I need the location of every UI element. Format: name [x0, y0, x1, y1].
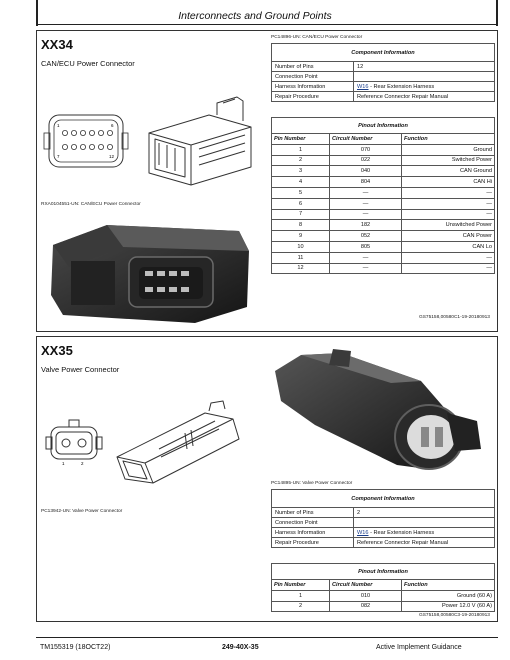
- pinout-row: 10 805 CAN Lo: [272, 241, 495, 252]
- component-info-table: [271, 489, 495, 548]
- connector-section-xx35: [36, 336, 498, 622]
- drawing-caption: PC13942-UN: Valve Power Connector: [41, 509, 123, 514]
- pinout-row: 1 070 Ground: [272, 144, 495, 155]
- pin-label-1: 1: [62, 461, 65, 466]
- info-row: Repair Procedure Reference Connector Repair Manual: [272, 92, 495, 102]
- ref-code: GS75158,00580C1-19-20180913: [419, 315, 490, 320]
- connector-isometric-drawing: [109, 399, 245, 495]
- pinout-table: Pinout Information Pin Number Circuit Number Function 1 010 Ground (60 A) 2 082 Power 12.0 V (60 A): [271, 563, 495, 612]
- pin-label-1: 1: [57, 123, 60, 128]
- pin-label-7: 7: [57, 154, 60, 159]
- connector-photo: [271, 341, 497, 477]
- ref-code: GS75158,00580C3-19-20180913: [419, 613, 490, 618]
- info-row: Repair Procedure Reference Connector Repair Manual: [272, 538, 495, 548]
- component-info-title: Component Information: [272, 44, 495, 62]
- connector-isometric-drawing: [139, 93, 261, 193]
- connector-face-drawing: [45, 417, 103, 469]
- pinout-row: 5 — —: [272, 187, 495, 198]
- drawing-caption: RXA0104551-UN: CAN/ECU Power Connector: [41, 202, 141, 207]
- info-row: Harness Information W16 - Rear Extension Harness: [272, 528, 495, 538]
- pinout-row: 3 040 CAN Ground: [272, 166, 495, 177]
- component-caption: PC14895-UN: Valve Power Connector: [271, 481, 353, 486]
- pinout-title: Pinout Information: [272, 118, 495, 134]
- pinout-row: 6 — —: [272, 198, 495, 209]
- harness-link-w16[interactable]: W16: [357, 529, 369, 536]
- pinout-row: 8 182 Unswitched Power: [272, 220, 495, 231]
- pinout-row: 7 — —: [272, 209, 495, 220]
- pinout-row: 11 — —: [272, 252, 495, 263]
- component-info-title: Component Information: [272, 490, 495, 508]
- pin-label-6: 6: [111, 123, 114, 128]
- pinout-row: 1 010 Ground (60 A): [272, 590, 495, 601]
- connector-id: XX35: [41, 343, 73, 358]
- page-title: Interconnects and Ground Points: [178, 10, 332, 22]
- component-caption: PC14896-UN: CAN/ECU Power Connector: [271, 35, 363, 40]
- page-number: 249-40X-35: [222, 644, 259, 651]
- pinout-row: 12 — —: [272, 263, 495, 274]
- pinout-row: 4 804 CAN Hi: [272, 177, 495, 188]
- connector-face-drawing: [43, 109, 129, 173]
- pinout-table: Pinout Information Pin Number Circuit Number Function 1 070 Ground 2 022 Switched Power 3 040 CAN Ground 4 804 CAN Hi 5 — — 6 — — 7 — — 8 182 Unswitched Power 9 052 CAN Power 10 805 CAN Lo 11 — — 12 — —: [271, 117, 495, 274]
- info-row: Connection Point: [272, 518, 495, 528]
- connector-name: CAN/ECU Power Connector: [41, 59, 135, 68]
- info-row: Connection Point: [272, 72, 495, 82]
- footer-rule: [36, 637, 498, 638]
- pinout-row: 2 022 Switched Power: [272, 155, 495, 166]
- connector-id: XX34: [41, 37, 73, 52]
- pin-label-2: 2: [81, 461, 84, 466]
- connector-name: Valve Power Connector: [41, 365, 120, 374]
- info-row: Number of Pins 12: [272, 62, 495, 72]
- guide-title: Active Implement Guidance: [376, 644, 462, 651]
- harness-link-w16[interactable]: W16: [357, 83, 369, 90]
- connector-photo: [43, 211, 255, 329]
- pinout-row: 9 052 CAN Power: [272, 231, 495, 242]
- title-rule: [36, 24, 498, 25]
- pinout-row: 2 082 Power 12.0 V (60 A): [272, 601, 495, 612]
- pinout-title: Pinout Information: [272, 564, 495, 580]
- pin-label-12: 12: [109, 154, 115, 159]
- connector-section-xx34: [36, 30, 498, 332]
- doc-id: TM155319 (18OCT22): [40, 644, 111, 651]
- info-row: Harness Information W16 - Rear Extension Harness: [272, 82, 495, 92]
- info-row: Number of Pins 2: [272, 508, 495, 518]
- component-info-table: [271, 43, 495, 102]
